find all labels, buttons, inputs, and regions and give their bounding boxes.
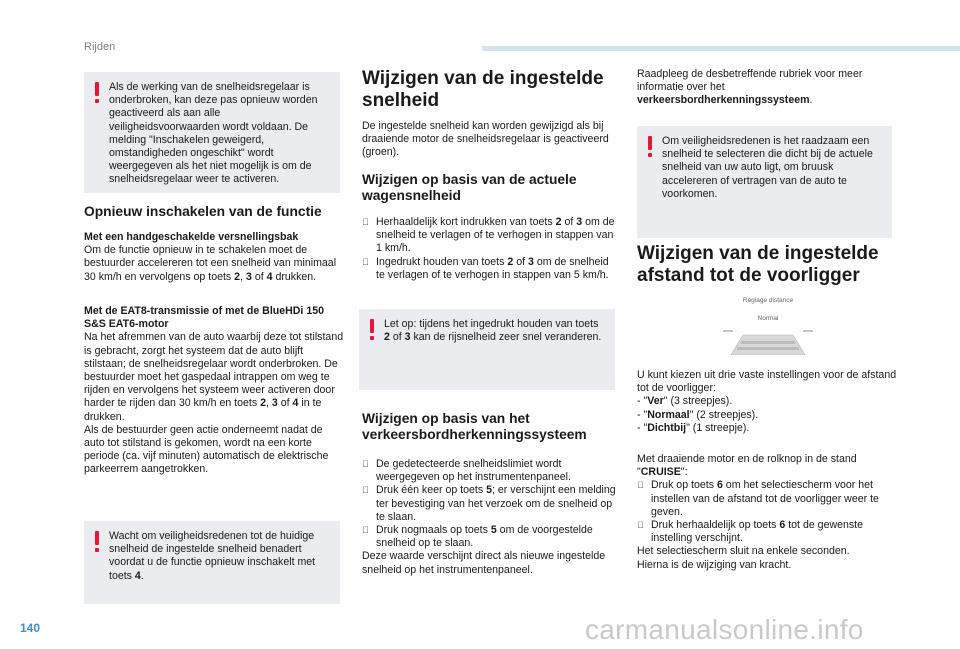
body-text: . [809, 94, 813, 107]
chevron-right-icon [362, 458, 369, 471]
body-text: (1 streepje). [689, 421, 750, 434]
option-name: Ver [647, 395, 664, 408]
subheading-actual-speed: Wijzigen op basis van de actuele wagensnelheid [362, 172, 577, 203]
key-ref: 2 [507, 255, 514, 268]
bullet-list-actual-speed [362, 216, 620, 282]
list-item [362, 216, 620, 256]
display-title: Réglage distance [742, 297, 794, 304]
key-ref: 3 [271, 397, 278, 410]
subheading-sign-recognition: Wijzigen op basis van het verkeersbordherkenningssysteem [362, 411, 587, 442]
bullet-list-sign-recognition [362, 458, 620, 577]
subheading-automatic: Met de EAT8-transmissie of met de BlueHDi 150 S&S EAT6-motor [84, 305, 324, 331]
chevron-right-icon [637, 519, 644, 532]
key-ref: 2 [234, 270, 241, 283]
warning-text: Om veiligheidsredenen is het raadzaam een snelheid te selecteren die dicht bij de actuele snelheid van uw auto ligt, om bruusk accelereren of vertragen van de auto te voorkomen. [662, 135, 873, 200]
chevron-right-icon [362, 484, 369, 497]
key-ref: 3 [245, 270, 252, 283]
section-heading-change-distance: Wijzigen van de ingestelde afstand tot de voorligger [637, 243, 879, 286]
body-text: om de snelheid te verlagen of te verhogen in stappen van 5 km/h. [376, 255, 609, 281]
body-text: in te drukken. [84, 397, 322, 423]
key-ref: 6 [716, 479, 723, 492]
body-text: , [240, 270, 246, 283]
warning-box-reactivation [84, 72, 340, 193]
list-item [362, 256, 620, 282]
list-item [637, 479, 899, 519]
reference-term: verkeersbordherkenningssysteem [637, 94, 810, 107]
body-text: of [561, 216, 577, 228]
key-ref: 3 [404, 331, 411, 344]
warning-icon [370, 319, 374, 333]
body-text: Druk nogmaals op toets [376, 524, 491, 537]
body-text: , [266, 397, 272, 410]
distance-setting-display [713, 297, 823, 355]
cruise-instructions: Met draaiende motor en de rolknop in de stand "CRUISE": Druk op toets 6 om het selectiescherm voor het instellen van de afstand tot de voorligger weer te geven. Druk herhaaldelijk op toets 6 tot de gewenste instelling verschijnt. Het selectiescherm sluit na enkele seconden. Hierna is de wijziging van kracht. [637, 453, 899, 572]
list-item: - "Dichtbij" (1 streepje). [637, 421, 750, 434]
warning-box-fast-change [359, 309, 615, 390]
watermark: carmanualsonline.info [585, 614, 864, 645]
section-label: Rijden [84, 41, 116, 53]
header-accent-bar [482, 46, 960, 51]
chevron-right-icon [637, 479, 644, 492]
page-number: 140 [20, 621, 41, 635]
subheading-manual: Met een handgeschakelde versnellingsbak [84, 231, 299, 243]
body-text: U kunt kiezen uit drie vaste instellingen voor de afstand tot de voorligger: [637, 369, 897, 395]
body-text: om de snelheid te verlagen of te verhogen in stappen van 1 km/h. [376, 216, 615, 255]
body-text: Hierna is de wijziging van kracht. [637, 558, 792, 571]
body-text: De gedetecteerde snelheidslimiet wordt weergegeven op het instrumentenpaneel. [376, 458, 571, 484]
key-ref: 4 [266, 270, 273, 283]
mode-name: CRUISE [640, 466, 681, 479]
body-text: Herhaaldelijk kort indrukken van toets [376, 216, 556, 228]
warning-icon [95, 531, 99, 545]
body-text: Ingedrukt houden van toets [376, 255, 508, 268]
option-name: Dichtbij [647, 421, 687, 434]
body-text: Het selectiescherm sluit na enkele seconden. [637, 545, 850, 558]
chevron-right-icon [362, 256, 369, 269]
body-text: of [513, 255, 528, 268]
automatic-gearbox-block [84, 305, 346, 477]
display-value: Normal [757, 315, 779, 322]
body-text: om het selectiescherm voor het instellen van de afstand tot de voorligger weer te geven. [651, 479, 879, 518]
list-item [362, 484, 620, 524]
body-text: tot de gewenste instelling verschijnt. [651, 519, 864, 545]
key-ref: 3 [576, 216, 583, 228]
section-heading-reactivate: Opnieuw inschakelen van de functie [84, 204, 322, 219]
body-text: Raadpleeg de desbetreffende rubriek voor meer informatie over het [637, 68, 863, 94]
body-text: Na het afremmen van de auto waarbij deze tot stilstand is gebracht, zorgt het systeem dat de auto blijft stilstaan; de snelheidsregelaar wordt onderbroken. De bestuurder moet het gaspedaal intrappen om weg te rijden en vervolgens het systeem weer activeren door harder te rijden dan 30 km/h en toets [84, 331, 344, 410]
manual-gearbox-block [84, 231, 346, 284]
list-item: - "Normaal" (2 streepjes). [637, 408, 759, 421]
list-item: - "Ver" (3 streepjes). [637, 395, 733, 408]
warning-box-wait [84, 521, 340, 604]
body-text: om de voorgestelde snelheid op te slaan. [376, 524, 593, 550]
key-ref: 4 [292, 397, 299, 410]
body-text: Druk op toets [651, 479, 717, 492]
body-text: ; er verschijnt een melding ter bevestiging van het verzoek om de snelheid op te slaan. [376, 484, 616, 523]
warning-text: kan de rijsnelheid zeer snel veranderen. [410, 331, 602, 344]
body-text: Druk één keer op toets [376, 484, 487, 497]
body-text: of [277, 397, 293, 410]
chevron-right-icon [362, 524, 369, 537]
reference-text [637, 68, 892, 108]
section-heading-change-speed: Wijzigen van de ingestelde snelheid [362, 68, 604, 111]
warning-text: of [389, 331, 405, 344]
intro-text: De ingestelde snelheid kan worden gewijzigd als bij draaiende motor de snelheidsregelaar is geactiveerd (groen). [362, 120, 609, 159]
road-distance-icon [713, 297, 823, 355]
body-text: of [251, 270, 267, 283]
warning-icon [648, 136, 652, 150]
distance-options [637, 369, 899, 435]
outro-text: Deze waarde verschijnt direct als nieuwe ingestelde snelheid op het instrumentenpaneel. [362, 550, 606, 576]
body-text: (2 streepjes). [693, 408, 759, 421]
key-ref: 2 [555, 216, 562, 228]
body-text: Druk herhaaldelijk op toets [651, 519, 780, 532]
warning-text: Wacht om veiligheidsredenen tot de huidige snelheid de ingestelde snelheid benadert voordat u de functie opnieuw inschakelt met toets [109, 530, 316, 582]
body-text: Met draaiende motor en de rolknop in de stand [637, 453, 857, 465]
key-ref: 6 [779, 519, 786, 532]
list-item [362, 458, 620, 484]
body-text: Als de bestuurder geen actie onderneemt nadat de auto tot stilstand is gekomen, wordt na een korte periode (ca. vijf minuten) automatisch de elektrische parkeerrem aangetrokken. [84, 423, 329, 476]
list-item [362, 524, 620, 550]
warning-text: Let op: tijdens het ingedrukt houden van toets [384, 318, 599, 330]
body-text: : [684, 466, 688, 479]
key-ref: 2 [384, 331, 390, 344]
key-ref: 5 [486, 484, 493, 497]
key-ref: 3 [527, 255, 534, 268]
key-ref: 5 [490, 524, 497, 537]
key-ref: 4 [134, 569, 141, 582]
body-text: Om de functie opnieuw in te schakelen moet de bestuurder accelereren tot een snelheid van minimaal 30 km/h en vervolgens op toets [84, 244, 337, 283]
warning-text: Als de werking van de snelheidsregelaar is onderbroken, kan deze pas opnieuw worden geactiveerd als aan alle veiligheidsvoorwaarden wordt voldaan. De melding "Inschakelen geweigerd, omstandigheden ongeschikt" wordt weergegeven als het niet mogelijk is om de snelheidsregelaar weer te activeren. [109, 81, 318, 186]
body-text: (3 streepjes). [667, 395, 733, 408]
list-item [637, 519, 899, 545]
key-ref: 2 [260, 397, 266, 410]
option-name: Normaal [647, 408, 690, 421]
chevron-right-icon [362, 216, 369, 229]
body-text: drukken. [272, 270, 317, 283]
warning-icon [95, 82, 99, 96]
warning-text: . [140, 569, 144, 582]
warning-box-safety [637, 126, 892, 238]
